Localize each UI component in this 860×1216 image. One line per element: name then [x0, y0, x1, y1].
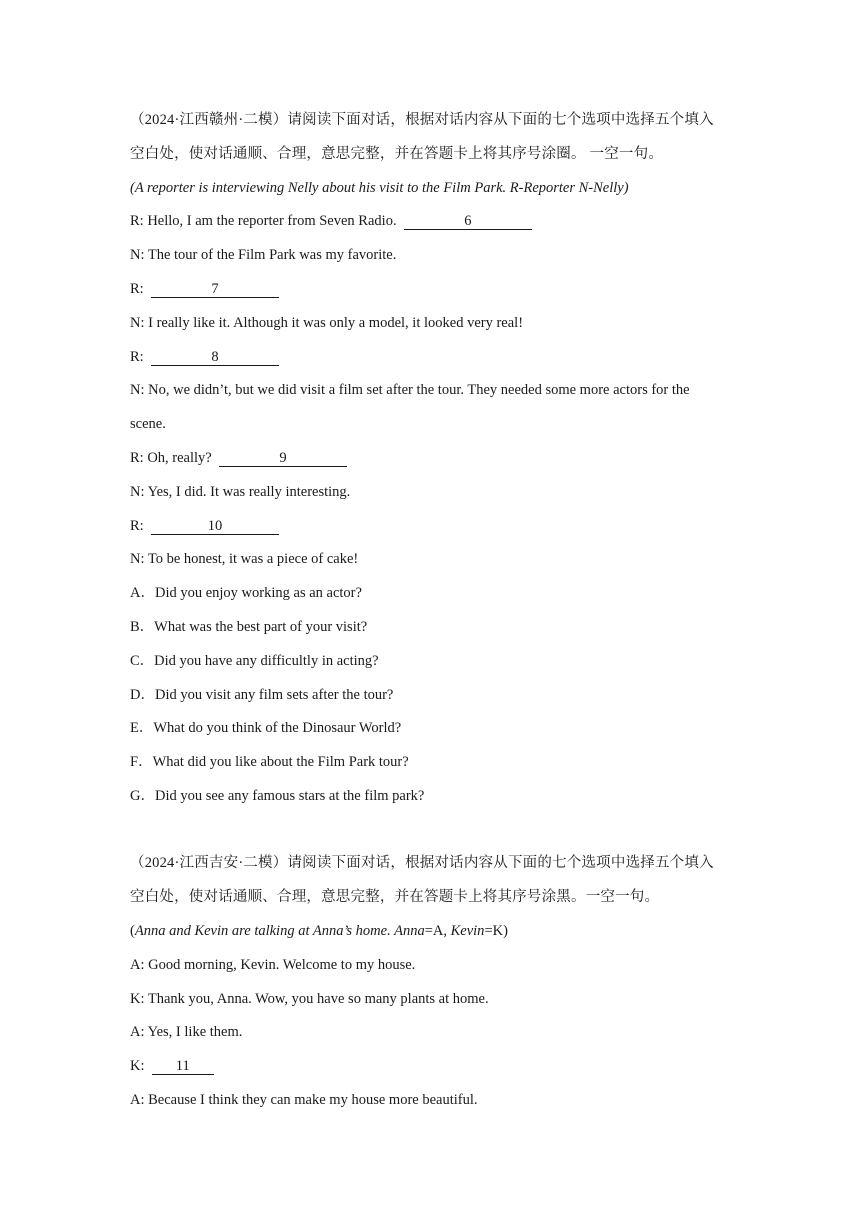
dialogue-line: [130, 1016, 740, 1050]
dialogue-text: scene.: [130, 416, 166, 433]
document-page: [130, 104, 740, 1118]
answer-blank-10[interactable]: 10: [151, 518, 279, 535]
q1-instructions-line-2: [130, 138, 740, 172]
option-f: F．What did you like about the Film Park tour?: [130, 754, 409, 771]
dialogue-text: K: Thank you, Anna. Wow, you have so many plants at home.: [130, 990, 489, 1007]
dialogue-line: [130, 341, 740, 375]
option-d: D．Did you visit any film sets after the tour?: [130, 686, 394, 703]
dialogue-text: N: Yes, I did. It was really interesting.: [130, 483, 351, 500]
dialogue-text: R: Oh, really?: [130, 449, 212, 466]
dialogue-line: [130, 205, 740, 239]
q1-instructions-2: 空白处，使对话通顺、合理，意思完整，并在答题卡上将其序号涂圈。 一空一句。: [130, 145, 664, 162]
q1-source: （2024·江西赣州·二模）: [130, 112, 288, 128]
option-a: A．Did you enjoy working as an actor?: [130, 585, 362, 602]
answer-blank-8[interactable]: 8: [151, 349, 279, 366]
answer-blank-6[interactable]: 6: [404, 213, 532, 230]
q1-instructions-line-1: [130, 104, 740, 138]
dialogue-line: [130, 510, 740, 544]
q2-context: (Anna and Kevin are talking at Anna’s home. Anna=A, Kevin=K): [130, 922, 508, 939]
dialogue-line: [130, 543, 740, 577]
dialogue-text: R:: [130, 517, 144, 534]
option-b: B．What was the best part of your visit?: [130, 618, 368, 635]
dialogue-text: K:: [130, 1058, 145, 1075]
q2-instructions-line-2: [130, 881, 740, 915]
dialogue-line: [130, 442, 740, 476]
answer-blank-7[interactable]: 7: [151, 281, 279, 298]
dialogue-text: A: Good morning, Kevin. Welcome to my house.: [130, 956, 416, 973]
section-spacer: [130, 814, 740, 848]
dialogue-text: A: Because I think they can make my house more beautiful.: [130, 1091, 478, 1108]
q1-instructions-1: 请阅读下面对话，根据对话内容从下面的七个选项中选择五个填入: [287, 112, 714, 128]
q2-instructions-2: 空白处，使对话通顺、合理，意思完整，并在答题卡上将其序号涂黑。一空一句。: [130, 889, 660, 906]
q2-instructions-line-1: [130, 847, 740, 881]
option-e: E．What do you think of the Dinosaur World?: [130, 720, 402, 737]
dialogue-line: [130, 1050, 740, 1084]
dialogue-line: [130, 273, 740, 307]
option-g: G．Did you see any famous stars at the film park?: [130, 787, 425, 804]
dialogue-text: N: The tour of the Film Park was my favorite.: [130, 247, 397, 264]
dialogue-text: A: Yes, I like them.: [130, 1024, 243, 1041]
dialogue-line: [130, 239, 740, 273]
dialogue-text: R:: [130, 280, 144, 297]
dialogue-line: [130, 374, 740, 408]
dialogue-line: [130, 307, 740, 341]
dialogue-line: [130, 408, 740, 442]
dialogue-text: N: To be honest, it was a piece of cake!: [130, 551, 359, 568]
dialogue-line: [130, 476, 740, 510]
dialogue-line: [130, 1084, 740, 1118]
q2-source: （2024·江西吉安·二模）: [130, 855, 288, 872]
dialogue-text: N: I really like it. Although it was only a model, it looked very real!: [130, 314, 524, 331]
option-c: C．Did you have any difficultly in acting?: [130, 652, 379, 669]
dialogue-text: N: No, we didn’t, but we did visit a film set after the tour. They needed some more actors for the: [130, 382, 690, 399]
answer-blank-9[interactable]: 9: [219, 450, 347, 467]
q1-context: (A reporter is interviewing Nelly about his visit to the Film Park. R-Reporter N-Nelly): [130, 179, 629, 196]
dialogue-line: [130, 949, 740, 983]
answer-blank-11[interactable]: 11: [152, 1058, 214, 1075]
dialogue-text: R: Hello, I am the reporter from Seven Radio.: [130, 213, 397, 230]
dialogue-line: [130, 983, 740, 1017]
dialogue-text: R:: [130, 348, 144, 365]
q2-instructions-1: 请阅读下面对话，根据对话内容从下面的七个选项中选择五个填入: [287, 855, 714, 872]
